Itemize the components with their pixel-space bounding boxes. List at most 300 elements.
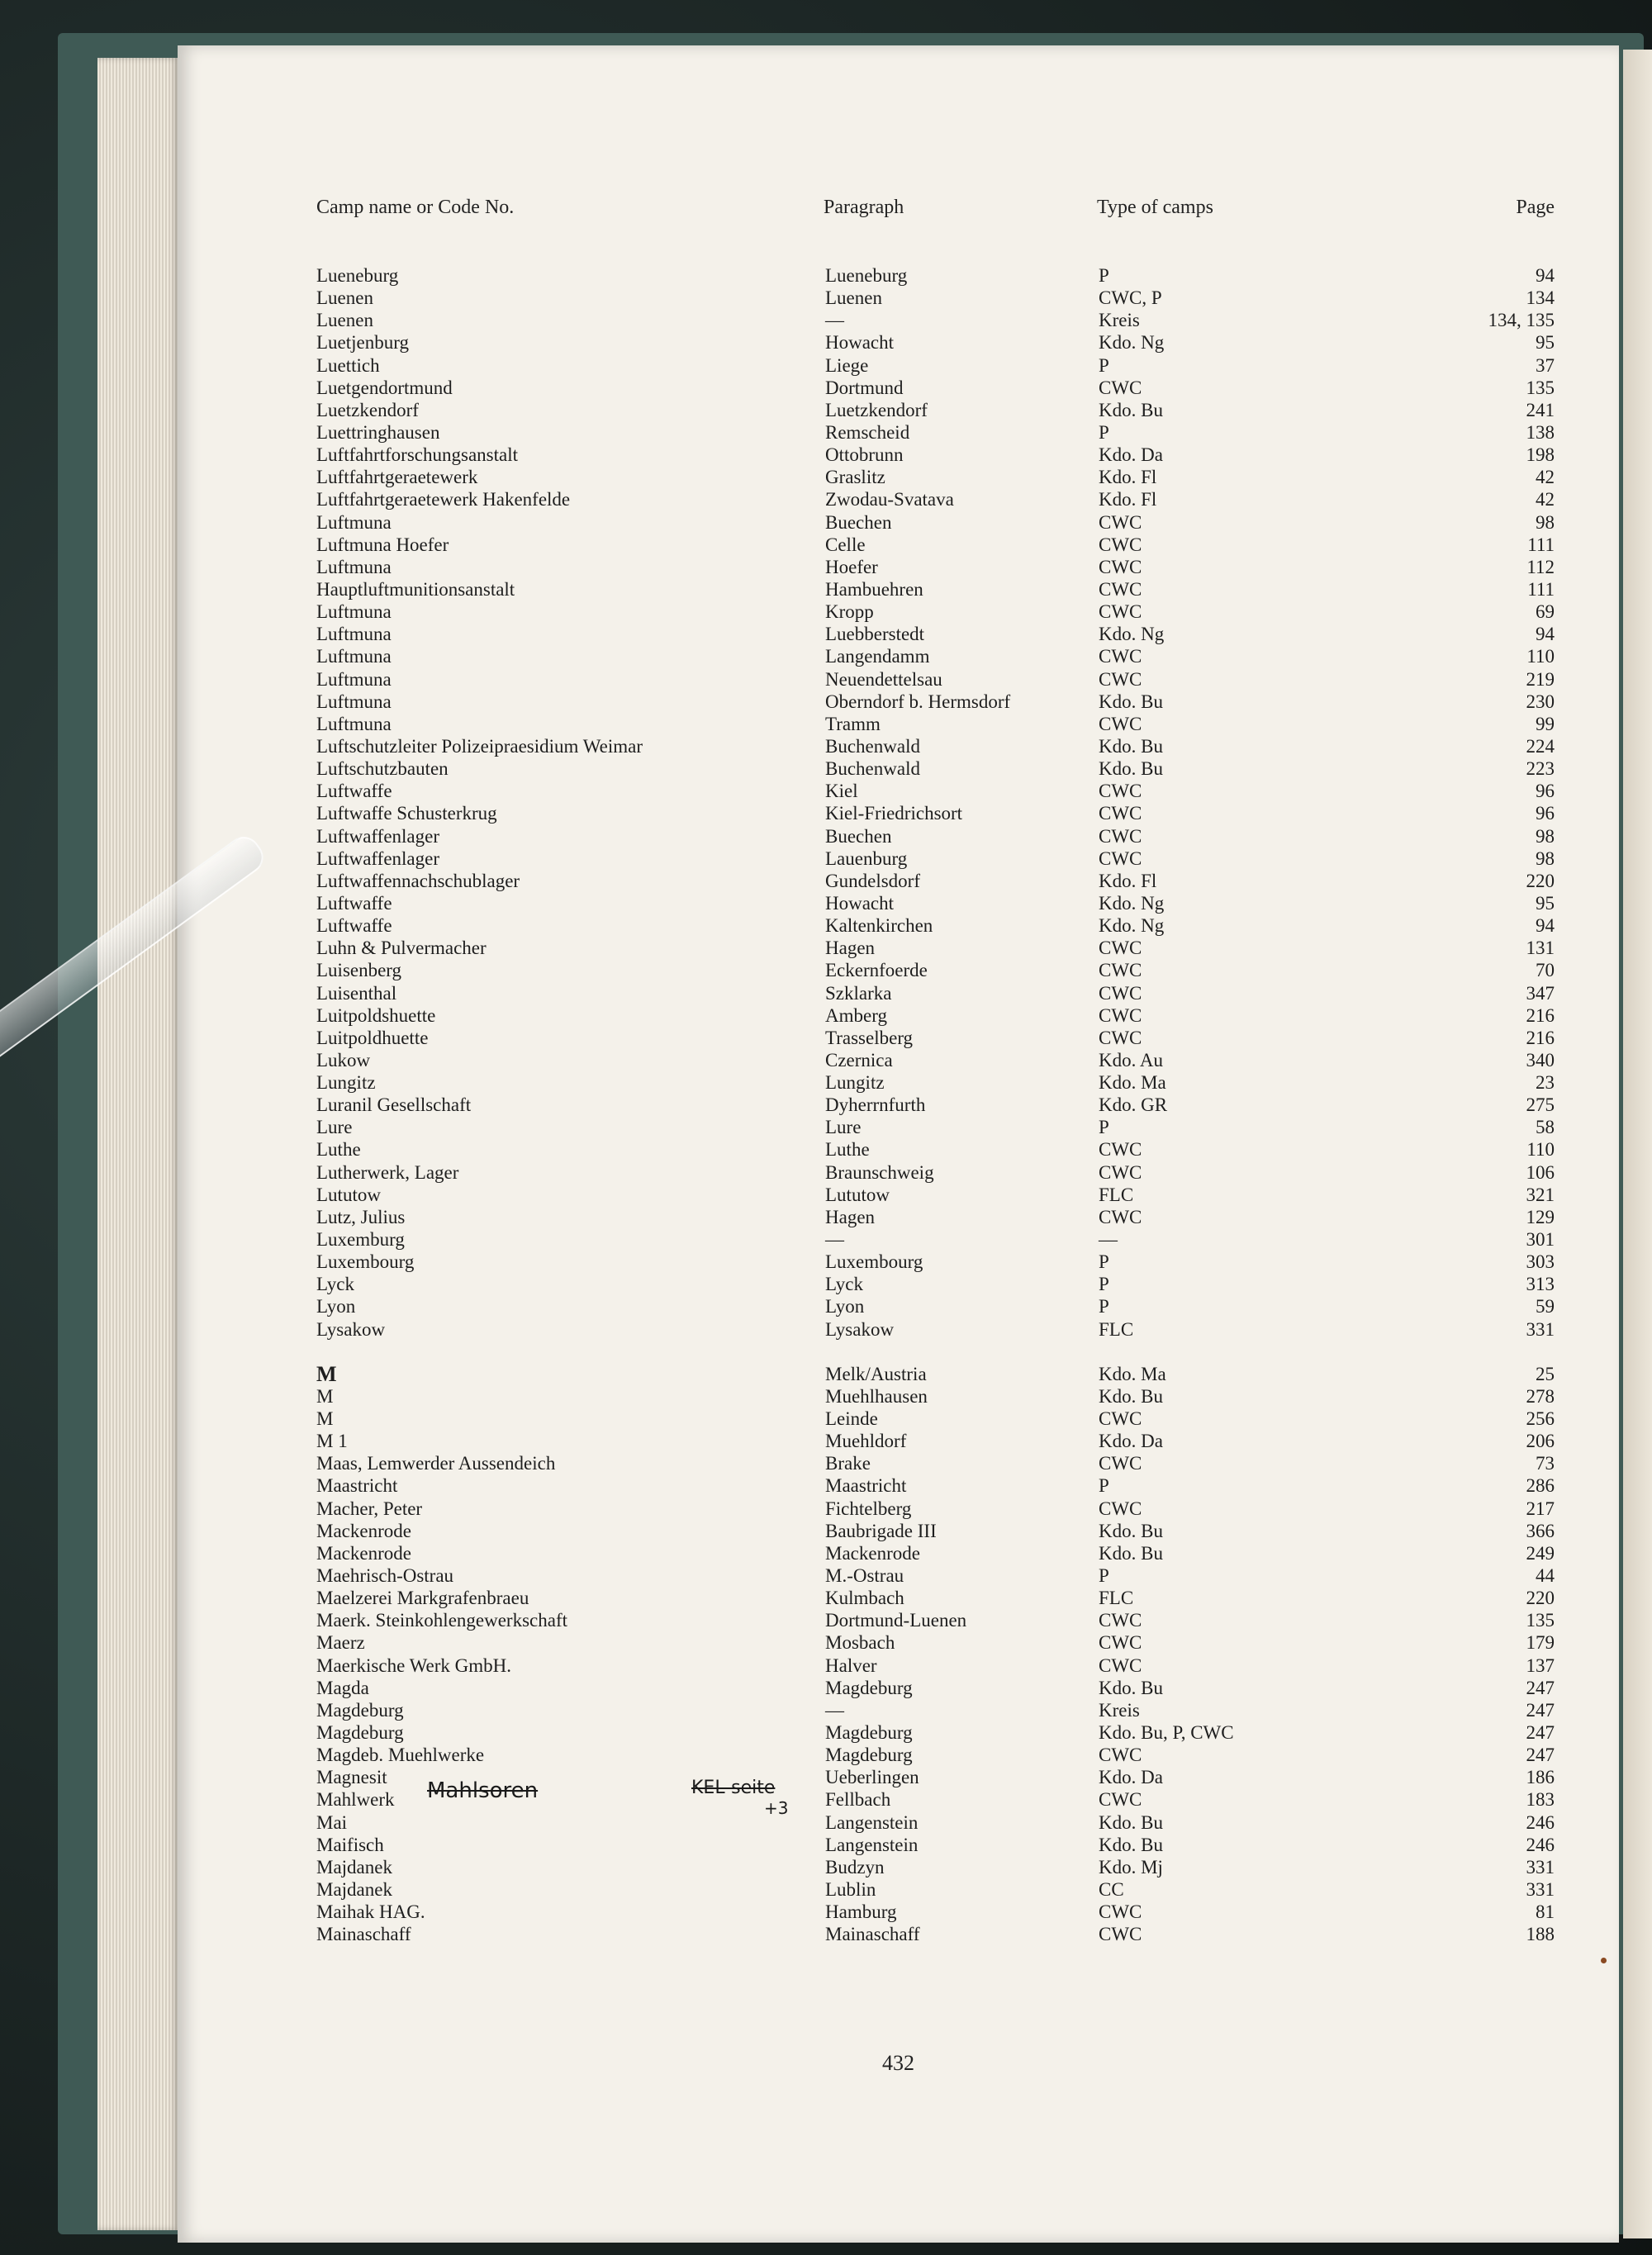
table-row bbox=[178, 354, 1619, 377]
camp-name-cell: Luftschutzleiter Polizeipraesidium Weimar bbox=[316, 735, 643, 757]
camp-name-cell: Luhn & Pulvermacher bbox=[316, 938, 487, 959]
page-cell: 134, 135 bbox=[1488, 310, 1555, 331]
table-row bbox=[178, 377, 1619, 399]
camp-name-cell: Luftfahrtforschungsanstalt bbox=[316, 444, 518, 466]
type-cell: Kdo. Bu bbox=[1099, 691, 1163, 712]
page-cell: 70 bbox=[1536, 960, 1555, 981]
camp-name-cell: M bbox=[316, 1385, 334, 1407]
paragraph-cell: Hambuehren bbox=[825, 578, 923, 600]
camp-name-cell: M bbox=[316, 1408, 334, 1430]
page-cell: 129 bbox=[1526, 1206, 1555, 1227]
table-row bbox=[178, 691, 1619, 713]
camp-name-cell: Luftwaffe bbox=[316, 892, 392, 914]
table-row bbox=[178, 578, 1619, 601]
page-cell: 206 bbox=[1526, 1431, 1555, 1452]
table-row bbox=[178, 1878, 1619, 1901]
page-cell: 186 bbox=[1526, 1767, 1555, 1788]
page-cell: 303 bbox=[1526, 1251, 1555, 1273]
paragraph-cell: Buechen bbox=[825, 825, 892, 847]
page-cell: 340 bbox=[1526, 1049, 1555, 1071]
type-cell: P bbox=[1099, 1565, 1109, 1587]
paragraph-cell: Liege bbox=[825, 354, 869, 376]
type-cell: CWC bbox=[1099, 1901, 1142, 1923]
paragraph-cell: Lututow bbox=[825, 1184, 890, 1205]
camp-name-cell: Luftwaffe bbox=[316, 915, 392, 937]
paragraph-cell: Langendamm bbox=[825, 646, 930, 667]
table-row bbox=[178, 601, 1619, 623]
type-cell: Kdo. Mj bbox=[1099, 1856, 1163, 1878]
page-cell: 69 bbox=[1536, 601, 1555, 623]
page-cell: 220 bbox=[1526, 870, 1555, 891]
page-cell: 44 bbox=[1536, 1565, 1555, 1587]
page-cell: 81 bbox=[1536, 1901, 1555, 1923]
page-cell: 25 bbox=[1536, 1363, 1555, 1384]
page-cell: 111 bbox=[1527, 578, 1555, 600]
table-row bbox=[178, 1856, 1619, 1878]
type-cell: Kdo. Ma bbox=[1099, 1072, 1166, 1094]
page-cell: 216 bbox=[1526, 1004, 1555, 1026]
table-row bbox=[178, 1587, 1619, 1609]
type-cell: Kdo. Bu bbox=[1099, 758, 1163, 780]
paragraph-cell: Buchenwald bbox=[825, 758, 920, 780]
book-page bbox=[178, 45, 1619, 2243]
type-cell: Kdo. Bu bbox=[1099, 1542, 1163, 1564]
camp-name-cell: Majdanek bbox=[316, 1878, 392, 1900]
camp-name-cell: Majdanek bbox=[316, 1856, 392, 1878]
table-row bbox=[178, 556, 1619, 578]
camp-name-cell: Magda bbox=[316, 1677, 369, 1698]
type-cell: Kdo. Da bbox=[1099, 1767, 1163, 1788]
type-cell: Kdo. GR bbox=[1099, 1094, 1168, 1116]
camp-name-cell: Lutz, Julius bbox=[316, 1206, 406, 1227]
camp-name-cell: Mahlwerk bbox=[316, 1789, 395, 1811]
paragraph-cell: Kulmbach bbox=[825, 1588, 904, 1609]
camp-name-cell: Luftmuna bbox=[316, 668, 392, 690]
camp-name-cell: Maerz bbox=[316, 1632, 365, 1654]
type-cell: CWC bbox=[1099, 982, 1142, 1004]
table-row bbox=[178, 1520, 1619, 1542]
type-cell: Kdo. Ng bbox=[1099, 892, 1165, 914]
page-cell: 246 bbox=[1526, 1811, 1555, 1833]
paragraph-cell: Luthe bbox=[825, 1139, 870, 1161]
table-row bbox=[178, 1094, 1619, 1116]
table-row bbox=[178, 1071, 1619, 1094]
type-cell: CWC bbox=[1099, 578, 1142, 600]
type-cell: P bbox=[1099, 1117, 1109, 1138]
page-cell: 99 bbox=[1536, 713, 1555, 734]
type-cell: CWC bbox=[1099, 511, 1142, 533]
table-row bbox=[178, 757, 1619, 780]
page-cell: 58 bbox=[1536, 1117, 1555, 1138]
type-cell: CWC bbox=[1099, 1610, 1142, 1631]
paragraph-cell: Kiel-Friedrichsort bbox=[825, 803, 963, 824]
table-row bbox=[178, 1923, 1619, 1945]
paragraph-cell: Lure bbox=[825, 1117, 862, 1138]
camp-name-cell: Luftwaffennachschublager bbox=[316, 870, 520, 891]
camp-name-cell: Lyck bbox=[316, 1274, 354, 1295]
page-cell: 112 bbox=[1526, 556, 1555, 577]
table-row bbox=[178, 780, 1619, 802]
paragraph-cell: Luebberstedt bbox=[825, 624, 925, 645]
page-cell: 96 bbox=[1536, 803, 1555, 824]
camp-name-cell: Luenen bbox=[316, 287, 373, 309]
column-header bbox=[178, 197, 1619, 230]
page-number: 432 bbox=[882, 2051, 914, 2075]
page-cell: 37 bbox=[1536, 354, 1555, 376]
table-row bbox=[178, 892, 1619, 914]
paragraph-cell: Buchenwald bbox=[825, 735, 920, 757]
page-cell: 275 bbox=[1526, 1094, 1555, 1116]
page-cell: 366 bbox=[1526, 1520, 1555, 1541]
paragraph-cell: Czernica bbox=[825, 1049, 893, 1071]
type-cell: Kdo. Ng bbox=[1099, 915, 1165, 937]
page-cell: 110 bbox=[1526, 1139, 1555, 1161]
page-cell: 313 bbox=[1526, 1274, 1555, 1295]
page-cell: 224 bbox=[1526, 735, 1555, 757]
camp-name-cell: Luxemburg bbox=[316, 1229, 405, 1251]
paragraph-cell: Muehlhausen bbox=[825, 1385, 928, 1407]
table-row bbox=[178, 1677, 1619, 1699]
page-cell: 131 bbox=[1526, 938, 1555, 959]
type-cell: CWC bbox=[1099, 601, 1142, 623]
page-cell: 110 bbox=[1526, 646, 1555, 667]
table-row bbox=[178, 914, 1619, 937]
type-cell: CWC bbox=[1099, 646, 1142, 667]
type-cell: Kdo. Bu bbox=[1099, 399, 1163, 420]
paragraph-cell: Mosbach bbox=[825, 1632, 895, 1654]
table-row bbox=[178, 1631, 1619, 1654]
page-cell: 94 bbox=[1536, 915, 1555, 937]
table-row bbox=[178, 1901, 1619, 1923]
camp-name-cell: Luranil Gesellschaft bbox=[316, 1094, 472, 1116]
page-cell: 246 bbox=[1526, 1834, 1555, 1855]
camp-name-cell: Luftmuna bbox=[316, 556, 392, 577]
table-row bbox=[178, 466, 1619, 488]
camp-name-cell: Magdeb. Muehlwerke bbox=[316, 1745, 485, 1766]
paragraph-cell: Budzyn bbox=[825, 1856, 885, 1878]
paragraph-cell: Lyck bbox=[825, 1274, 863, 1295]
camp-name-cell: Luftwaffe Schusterkrug bbox=[316, 803, 497, 824]
type-cell: Kdo. Bu bbox=[1099, 1520, 1163, 1541]
handwritten-note-plus bbox=[764, 1798, 788, 1818]
paragraph-cell: Melk/Austria bbox=[825, 1363, 927, 1384]
type-cell: CWC bbox=[1099, 1498, 1142, 1519]
camp-name-cell: Luetjenburg bbox=[316, 332, 409, 354]
camp-name-cell: Luisenthal bbox=[316, 982, 397, 1004]
table-row bbox=[178, 1408, 1619, 1430]
paragraph-cell: Graslitz bbox=[825, 467, 885, 488]
table-row bbox=[178, 1004, 1619, 1027]
page-cell: 42 bbox=[1536, 467, 1555, 488]
table-row bbox=[178, 1766, 1619, 1788]
camp-name-cell: Luftwaffe bbox=[316, 781, 392, 802]
type-cell: Kdo. Ng bbox=[1099, 332, 1165, 354]
table-row bbox=[178, 937, 1619, 959]
paragraph-cell: Lyon bbox=[825, 1296, 865, 1317]
type-cell: Kdo. Da bbox=[1099, 1431, 1163, 1452]
camp-name-cell: Luftmuna bbox=[316, 713, 392, 734]
table-row bbox=[178, 331, 1619, 354]
page-cell: 216 bbox=[1526, 1027, 1555, 1048]
page-cell: 241 bbox=[1526, 399, 1555, 420]
section-gap bbox=[178, 1341, 1619, 1363]
table-row bbox=[178, 1744, 1619, 1766]
handwritten-crossed-text: Mahlsoren bbox=[427, 1778, 539, 1803]
table-row bbox=[178, 1116, 1619, 1138]
type-cell: CWC bbox=[1099, 556, 1142, 577]
camp-name-cell: Luftmuna bbox=[316, 624, 392, 645]
paragraph-cell: Brake bbox=[825, 1453, 871, 1474]
camp-name-cell: Luftfahrtgeraetewerk bbox=[316, 467, 478, 488]
page-cell: 230 bbox=[1526, 691, 1555, 712]
paragraph-cell: Maastricht bbox=[825, 1475, 907, 1497]
table-row bbox=[178, 645, 1619, 667]
paragraph-cell: Amberg bbox=[825, 1004, 887, 1026]
camp-name-cell: Luitpoldshuette bbox=[316, 1004, 436, 1026]
type-cell: Kdo. Bu bbox=[1099, 1811, 1163, 1833]
table-row bbox=[178, 802, 1619, 824]
paragraph-cell: Lungitz bbox=[825, 1072, 885, 1094]
type-cell: CC bbox=[1099, 1878, 1124, 1900]
camp-name-cell: Lungitz bbox=[316, 1072, 376, 1094]
paragraph-cell: Zwodau-Svatava bbox=[825, 489, 954, 510]
type-cell: Kdo. Fl bbox=[1099, 467, 1157, 488]
camp-name-cell: Luenen bbox=[316, 310, 373, 331]
camp-name-cell: Luftmuna bbox=[316, 691, 392, 712]
table-row bbox=[178, 1564, 1619, 1587]
table-row bbox=[178, 1834, 1619, 1856]
paragraph-cell: Szklarka bbox=[825, 982, 892, 1004]
camp-name-cell: Luftwaffenlager bbox=[316, 825, 439, 847]
table-row bbox=[178, 287, 1619, 309]
table-row bbox=[178, 1452, 1619, 1474]
paragraph-cell: — bbox=[825, 1229, 844, 1251]
paragraph-cell: Magdeburg bbox=[825, 1722, 913, 1743]
camp-name-cell: Maihak HAG. bbox=[316, 1901, 425, 1923]
type-cell: — bbox=[1099, 1229, 1118, 1251]
page-cell: 247 bbox=[1526, 1745, 1555, 1766]
page-cell: 95 bbox=[1536, 892, 1555, 914]
page-edges bbox=[97, 58, 180, 2230]
camp-name-cell: Magnesit bbox=[316, 1767, 387, 1788]
page-cell: 59 bbox=[1536, 1296, 1555, 1317]
camp-name-cell: Macher, Peter bbox=[316, 1498, 423, 1519]
page-cell: 331 bbox=[1526, 1318, 1555, 1340]
paragraph-cell: Mainaschaff bbox=[825, 1924, 920, 1945]
table-row bbox=[178, 534, 1619, 556]
page-cell: 137 bbox=[1526, 1654, 1555, 1676]
paragraph-cell: Halver bbox=[825, 1654, 877, 1676]
paragraph-cell: Buechen bbox=[825, 511, 892, 533]
camp-name-cell: Maastricht bbox=[316, 1475, 398, 1497]
paragraph-cell: Dyherrnfurth bbox=[825, 1094, 926, 1116]
paragraph-cell: Lauenburg bbox=[825, 847, 908, 869]
camp-name-cell: Lutherwerk, Lager bbox=[316, 1161, 459, 1183]
type-cell: Kdo. Bu bbox=[1099, 1834, 1163, 1855]
page-cell: 183 bbox=[1526, 1789, 1555, 1811]
type-cell: Kdo. Da bbox=[1099, 444, 1163, 466]
table-row bbox=[178, 1609, 1619, 1631]
page-cell: 247 bbox=[1526, 1699, 1555, 1721]
page-cell: 278 bbox=[1526, 1385, 1555, 1407]
type-cell: CWC bbox=[1099, 1161, 1142, 1183]
type-cell: P bbox=[1099, 421, 1109, 443]
page-cell: 217 bbox=[1526, 1498, 1555, 1519]
type-cell: FLC bbox=[1099, 1318, 1134, 1340]
paragraph-cell: Kaltenkirchen bbox=[825, 915, 933, 937]
type-cell: Kdo. Fl bbox=[1099, 489, 1157, 510]
camp-name-cell: Hauptluftmunitionsanstalt bbox=[316, 578, 515, 600]
table-row bbox=[178, 1721, 1619, 1744]
type-cell: P bbox=[1099, 1475, 1109, 1497]
table-row bbox=[178, 713, 1619, 735]
table-row bbox=[178, 1318, 1619, 1341]
type-cell: CWC bbox=[1099, 534, 1142, 555]
table-row bbox=[178, 1161, 1619, 1184]
paragraph-cell: Magdeburg bbox=[825, 1745, 913, 1766]
paragraph-cell: Baubrigade III bbox=[825, 1520, 937, 1541]
table-row bbox=[178, 1474, 1619, 1497]
type-cell: Kreis bbox=[1099, 1699, 1140, 1721]
header-page: Page bbox=[1516, 197, 1555, 218]
paragraph-cell: Kropp bbox=[825, 601, 874, 623]
camp-name-cell: Luftschutzbauten bbox=[316, 758, 449, 780]
type-cell: Kdo. Ng bbox=[1099, 624, 1165, 645]
camp-name-cell: Maelzerei Markgrafenbraeu bbox=[316, 1588, 529, 1609]
camp-name-cell: Maifisch bbox=[316, 1834, 384, 1855]
table-row bbox=[178, 668, 1619, 691]
page-cell: 111 bbox=[1527, 534, 1555, 555]
page-cell: 138 bbox=[1526, 421, 1555, 443]
table-row bbox=[178, 1049, 1619, 1071]
table-row bbox=[178, 1542, 1619, 1564]
page-cell: 219 bbox=[1526, 668, 1555, 690]
camp-name-cell: Lyon bbox=[316, 1296, 356, 1317]
table-row bbox=[178, 1206, 1619, 1228]
camp-name-cell: Maerk. Steinkohlengewerkschaft bbox=[316, 1610, 568, 1631]
page-cell: 96 bbox=[1536, 781, 1555, 802]
table-row bbox=[178, 1811, 1619, 1834]
table-row bbox=[178, 511, 1619, 534]
camp-name-cell: Maehrisch-Ostrau bbox=[316, 1565, 454, 1587]
page-cell: 220 bbox=[1526, 1588, 1555, 1609]
type-cell: P bbox=[1099, 1274, 1109, 1295]
page-cell: 223 bbox=[1526, 758, 1555, 780]
camp-name-cell: Lueneburg bbox=[316, 265, 399, 286]
paragraph-cell: Muehldorf bbox=[825, 1431, 907, 1452]
type-cell: CWC bbox=[1099, 1789, 1142, 1811]
page-cell: 95 bbox=[1536, 332, 1555, 354]
table-row bbox=[178, 623, 1619, 645]
table-row bbox=[178, 1027, 1619, 1049]
paragraph-cell: Hagen bbox=[825, 1206, 876, 1227]
table-row bbox=[178, 444, 1619, 466]
paragraph-cell: Remscheid bbox=[825, 421, 910, 443]
paragraph-cell: — bbox=[825, 1699, 844, 1721]
camp-name-cell: Magdeburg bbox=[316, 1699, 404, 1721]
type-cell: Kdo. Bu bbox=[1099, 1677, 1163, 1698]
table-row bbox=[178, 1184, 1619, 1206]
page-cell: 347 bbox=[1526, 982, 1555, 1004]
paragraph-cell: — bbox=[825, 310, 844, 331]
paragraph-cell: M.-Ostrau bbox=[825, 1565, 904, 1587]
camp-name-cell: Lysakow bbox=[316, 1318, 386, 1340]
handwritten-note-name bbox=[427, 1778, 538, 1803]
camp-name-cell: Maas, Lemwerder Aussendeich bbox=[316, 1453, 556, 1474]
type-cell: P bbox=[1099, 1296, 1109, 1317]
type-cell: Kdo. Ma bbox=[1099, 1363, 1166, 1384]
type-cell: FLC bbox=[1099, 1588, 1134, 1609]
table-row bbox=[178, 421, 1619, 444]
paragraph-cell: Dortmund bbox=[825, 377, 904, 398]
type-cell: Kdo. Bu, P, CWC bbox=[1099, 1722, 1234, 1743]
type-cell: CWC, P bbox=[1099, 287, 1162, 309]
table-row bbox=[178, 264, 1619, 287]
table-row bbox=[178, 825, 1619, 847]
type-cell: CWC bbox=[1099, 825, 1142, 847]
table-row bbox=[178, 309, 1619, 331]
paragraph-cell: Fichtelberg bbox=[825, 1498, 912, 1519]
page-cell: 94 bbox=[1536, 265, 1555, 286]
page-cell: 73 bbox=[1536, 1453, 1555, 1474]
camp-name-cell: Lure bbox=[316, 1117, 353, 1138]
camp-name-cell: Mai bbox=[316, 1811, 348, 1833]
page-cell: 331 bbox=[1526, 1878, 1555, 1900]
camp-name-cell: Mackenrode bbox=[316, 1520, 411, 1541]
camp-name-cell: Luftmuna Hoefer bbox=[316, 534, 449, 555]
page-cell: 256 bbox=[1526, 1408, 1555, 1430]
paragraph-cell: Dortmund-Luenen bbox=[825, 1610, 967, 1631]
page-cell: 198 bbox=[1526, 444, 1555, 466]
table-row bbox=[178, 1430, 1619, 1452]
table-row bbox=[178, 488, 1619, 510]
camp-name-cell: Luetzkendorf bbox=[316, 399, 419, 420]
table-row bbox=[178, 735, 1619, 757]
type-cell: CWC bbox=[1099, 803, 1142, 824]
type-cell: CWC bbox=[1099, 713, 1142, 734]
handwritten-ref-text: KEL-seite bbox=[691, 1778, 776, 1798]
type-cell: Kreis bbox=[1099, 310, 1140, 331]
type-cell: CWC bbox=[1099, 1654, 1142, 1676]
camp-name-cell: Luxembourg bbox=[316, 1251, 415, 1273]
paragraph-cell: Langenstein bbox=[825, 1834, 919, 1855]
paragraph-cell: Howacht bbox=[825, 332, 895, 354]
page-cell: 247 bbox=[1526, 1677, 1555, 1698]
table-row bbox=[178, 1251, 1619, 1273]
section-letter: M bbox=[316, 1361, 337, 1386]
table-row bbox=[178, 847, 1619, 870]
paragraph-cell: Hamburg bbox=[825, 1901, 897, 1923]
page-cell: 98 bbox=[1536, 825, 1555, 847]
camp-name-cell: Mainaschaff bbox=[316, 1924, 411, 1945]
type-cell: P bbox=[1099, 354, 1109, 376]
table-row bbox=[178, 1138, 1619, 1161]
table-row bbox=[178, 1788, 1619, 1811]
page-cell: 135 bbox=[1526, 1610, 1555, 1631]
page-cell: 134 bbox=[1526, 287, 1555, 309]
header-paragraph: Paragraph bbox=[824, 197, 904, 218]
paragraph-cell: Lublin bbox=[825, 1878, 876, 1900]
paragraph-cell: Kiel bbox=[825, 781, 858, 802]
type-cell: CWC bbox=[1099, 1924, 1142, 1945]
type-cell: P bbox=[1099, 1251, 1109, 1273]
camp-name-cell: Mackenrode bbox=[316, 1542, 411, 1564]
camp-name-cell: Luftmuna bbox=[316, 601, 392, 623]
handwritten-note-ref bbox=[691, 1778, 775, 1798]
paragraph-cell: Eckernfoerde bbox=[825, 960, 928, 981]
page-cell: 98 bbox=[1536, 847, 1555, 869]
paragraph-cell: Trasselberg bbox=[825, 1027, 914, 1048]
